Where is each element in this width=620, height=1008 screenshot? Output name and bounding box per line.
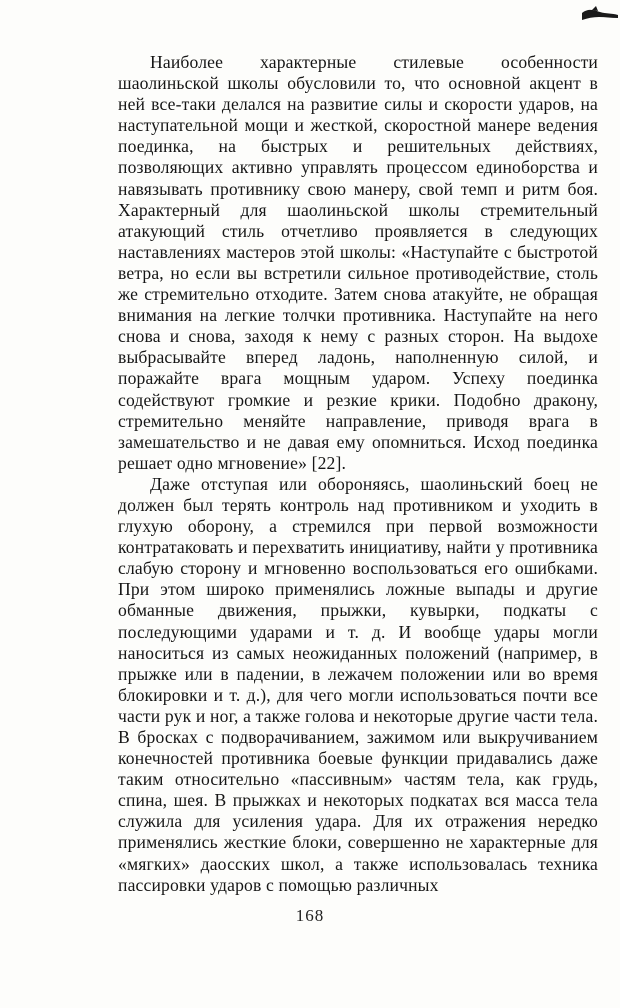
page-number: 168 [295, 906, 325, 925]
paragraph-1: Наиболее характерные стилевые особенности шаолиньской школы обусловили то, что основной акцент в ней все-таки делался на развитие силы и скорости ударов, на наступательной мощи и жесткой, скоростной манере ведения поединка, на быстрых и решительных действиях, позволяющих активно управлять процессом единоборства и навязывать противнику свою манеру, свой темп и ритм боя. Характерный для шаолиньской школы стремительный атакующий стиль отчетливо проявляется в следующих наставлениях мастеров этой школы: «Наступайте с быстротой ветра, но если вы встретили сильное противодействие, столь же стремительно отходите. Затем снова атакуйте, не обращая внимания на легкие толчки противника. Наступайте на него снова и снова, заходя к нему с разных сторон. На выдохе выбрасывайте вперед ладонь, наполненную силой, и поражайте врага мощным ударом. Успеху поединка содействуют громкие и резкие крики. Подобно дракону, стремительно меняйте направление, приводя врага в замешательство и не давая ему опомниться. Исход поединка решает одно мгновение» [22]. [118, 52, 598, 473]
scan-artifact-icon [578, 4, 620, 26]
body-text [118, 52, 598, 896]
paragraph-2: Даже отступая или обороняясь, шаолиньский боец не должен был терять контроль над противником и уходить в глухую оборону, а стремился при первой возможности контратаковать и перехватить инициативу, найти у противника слабую сторону и мгновенно воспользоваться его ошибками. При этом широко применялись ложные выпады и другие обманные движения, прыжки, кувырки, подкаты с последующими ударами и т. д. И вообще удары могли наноситься из самых неожиданных положений (например, в прыжке или в падении, в лежачем положении или во время блокировки и т. д.), для чего могли использоваться почти все части рук и ног, а также голова и некоторые другие части тела. В бросках с подворачиванием, зажимом или выкручиванием конечностей противника боевые функции придавались даже таким относительно «пассивным» частям тела, как грудь, спина, шея. В прыжках и некоторых подкатах вся масса тела служила для усиления удара. Для их отражения нередко применялись жесткие блоки, совершенно не характерные для «мягких» даосских школ, а также использовалась техника пассировки ударов с помощью различных [118, 473, 598, 895]
